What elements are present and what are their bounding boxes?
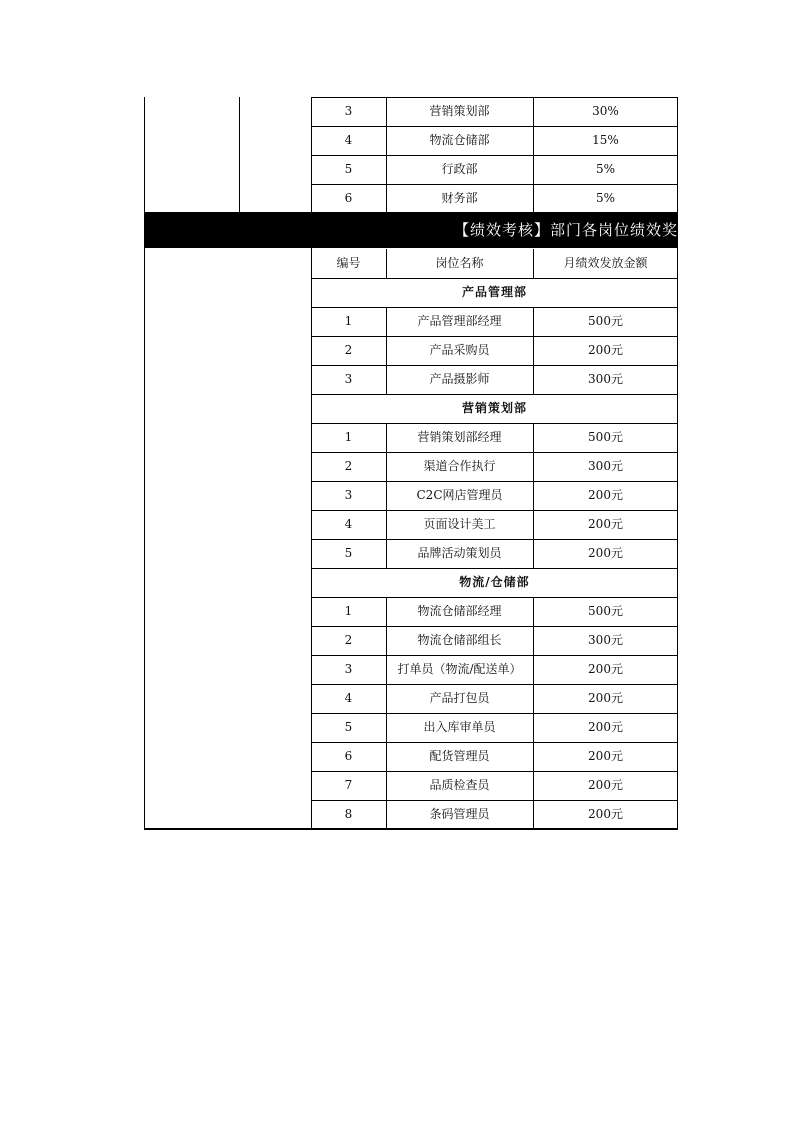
bonus-amount: 200元 [588,749,623,763]
grid-line [533,423,534,568]
department-percentage: 15% [592,133,619,147]
grid-line [311,800,678,801]
position-name: 出入库审单员 [423,720,496,734]
position-name: 产品采购员 [429,343,490,357]
row-number: 4 [344,133,353,147]
department-name: 物流仓储部 [429,133,490,147]
grid-line [311,626,678,627]
bonus-amount: 200元 [588,691,623,705]
row-number: 6 [344,749,353,763]
section-banner [144,212,678,248]
bonus-amount: 500元 [588,604,623,618]
row-number: 2 [344,343,353,357]
row-number: 3 [344,488,353,502]
department-name: 财务部 [441,191,478,205]
position-name: 页面设计美工 [423,517,496,531]
bonus-amount: 200元 [588,662,623,676]
bonus-amount: 200元 [588,807,623,821]
table-row [144,539,678,568]
top-table-row [144,155,678,184]
section-title-row [144,278,678,307]
row-number: 1 [344,430,353,444]
grid-line [311,184,678,185]
bonus-amount: 300元 [588,633,623,647]
table-row [144,771,678,800]
bonus-amount: 200元 [588,720,623,734]
table-row [144,684,678,713]
section-title-row [144,394,678,423]
grid-line [311,597,678,598]
grid-line [533,307,534,394]
table-row [144,800,678,829]
grid-line [311,481,678,482]
position-name: 条码管理员 [429,807,490,821]
bonus-amount: 200元 [588,778,623,792]
row-number: 7 [344,778,353,792]
bonus-amount: 500元 [588,314,623,328]
table-bottom-border [144,828,678,830]
table-row [144,481,678,510]
bonus-amount: 200元 [588,546,623,560]
grid-line [311,394,678,395]
bonus-amount: 200元 [588,343,623,357]
position-name: 物流仓储部组长 [417,633,502,647]
row-number: 3 [344,372,353,386]
grid-line [311,684,678,685]
row-number: 8 [344,807,353,821]
header-amount: 月绩效发放金额 [563,256,648,270]
section-title: 营销策划部 [461,401,527,415]
position-name: 物流仓储部经理 [417,604,502,618]
table-row [144,336,678,365]
position-name: 产品管理部经理 [417,314,502,328]
row-number: 1 [344,604,353,618]
row-number: 5 [344,546,353,560]
grid-line [311,655,678,656]
department-percentage: 30% [592,104,619,118]
banner-title: 【绩效考核】部门各岗位绩效奖 [453,221,678,239]
grid-line [311,126,678,127]
grid-line [239,97,240,212]
grid-line [533,249,534,278]
row-number: 5 [344,162,353,176]
table-row [144,655,678,684]
table-row [144,510,678,539]
position-name: 配货管理员 [429,749,490,763]
grid-line [311,278,678,279]
section-title-row [144,568,678,597]
position-name: C2C网店管理员 [416,488,503,502]
top-table-row [144,184,678,213]
grid-line [311,97,678,98]
section-title: 产品管理部 [461,285,527,299]
grid-line [311,771,678,772]
position-name: 渠道合作执行 [423,459,496,473]
grid-line [311,452,678,453]
table-row [144,365,678,394]
grid-line [311,423,678,424]
row-number: 3 [344,104,353,118]
row-number: 1 [344,314,353,328]
row-number: 5 [344,720,353,734]
grid-line [386,423,387,568]
row-number: 2 [344,633,353,647]
position-name: 打单员（物流/配送单） [397,662,522,676]
section-title: 物流/仓储部 [459,575,530,589]
grid-line [311,336,678,337]
department-name: 营销策划部 [429,104,490,118]
header-number: 编号 [336,256,361,270]
row-number: 4 [344,691,353,705]
position-name: 产品摄影师 [429,372,490,386]
department-percentage: 5% [595,191,616,205]
position-name: 品牌活动策划员 [417,546,502,560]
position-name: 品质检查员 [429,778,490,792]
bonus-amount: 200元 [588,517,623,531]
header-position: 岗位名称 [435,256,484,270]
grid-line [144,248,145,829]
grid-line [311,742,678,743]
grid-line [311,568,678,569]
table-row [144,423,678,452]
table-row [144,742,678,771]
table-row [144,452,678,481]
grid-line [386,249,387,278]
bonus-amount: 300元 [588,459,623,473]
bonus-amount: 300元 [588,372,623,386]
bonus-amount: 500元 [588,430,623,444]
grid-line [311,307,678,308]
table-row [144,307,678,336]
row-number: 6 [344,191,353,205]
grid-line [311,539,678,540]
bonus-amount: 200元 [588,488,623,502]
position-name: 营销策划部经理 [417,430,502,444]
position-name: 产品打包员 [429,691,490,705]
row-number: 4 [344,517,353,531]
department-percentage: 5% [595,162,616,176]
department-name: 行政部 [441,162,478,176]
grid-line [311,155,678,156]
top-table-row [144,126,678,155]
grid-line [311,365,678,366]
row-number: 3 [344,662,353,676]
row-number: 2 [344,459,353,473]
grid-line [311,713,678,714]
table-row [144,597,678,626]
top-table-row [144,97,678,126]
table-row [144,626,678,655]
grid-line [311,510,678,511]
grid-line [386,307,387,394]
table-header-row [144,249,678,278]
grid-line [144,97,145,212]
table-row [144,713,678,742]
